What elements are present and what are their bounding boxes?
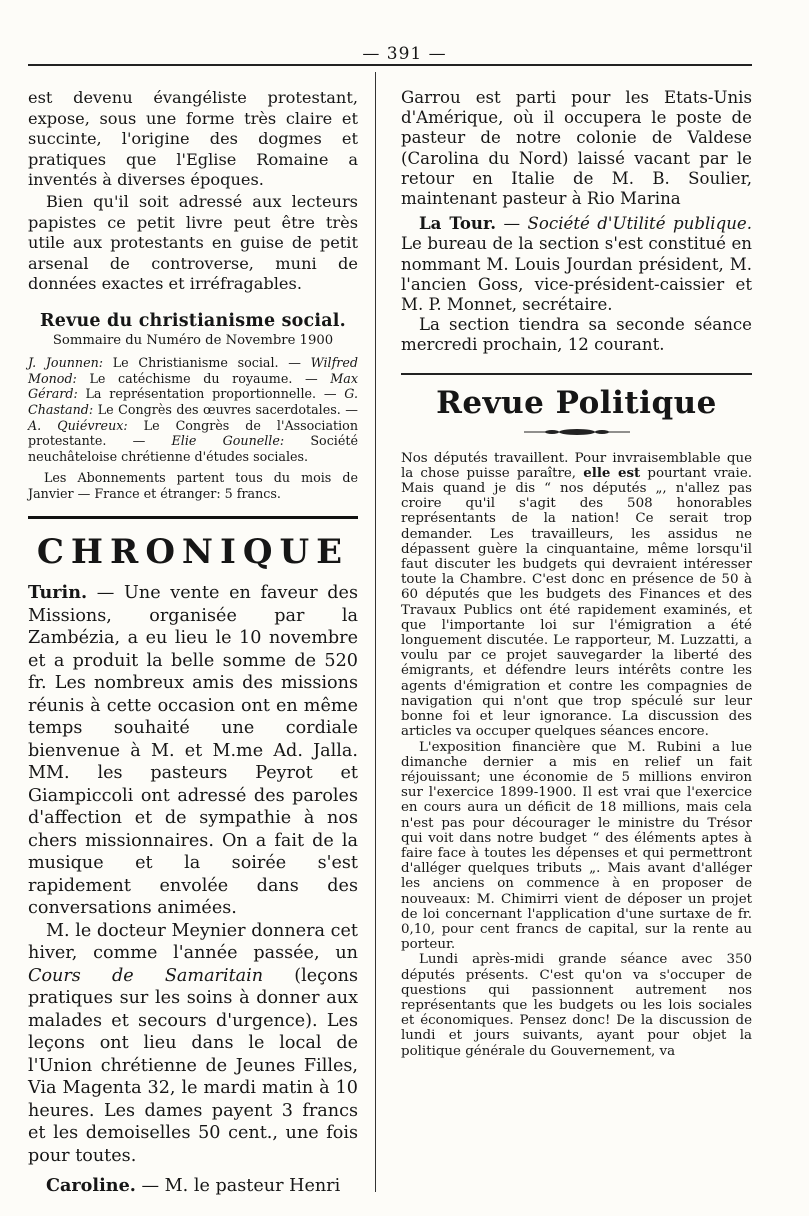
page-number: — 391 — [362,44,447,64]
sommaire-list [28,355,358,465]
article-title: Société neuchâteloise chrétienne d'études sociales. [28,433,358,465]
right-column [401,88,752,1059]
garrou-paragraph: Garrou est parti pour les Etats-Unis d'Amérique, où il occupera le poste de pasteur de notre colonie de Valdese (Carolina du Nord) laissé vacant par le retour en Italie de M. B. Soulier, maintenant pasteur à Rio Marina [401,88,752,209]
latour-society: Société d'Utilité publique. [527,214,752,234]
article-title: La représentation proportionnelle. — [77,386,345,402]
header-rule [28,64,752,66]
left-column [28,88,358,1198]
turin-lead: Turin. [28,582,88,604]
author: Wilfred Monod: [28,354,358,386]
latour-paragraph [401,213,752,315]
caroline-text: — M. le pasteur Henri [135,1176,341,1197]
revue-christianisme-title: Revue du christianisme social. [40,310,346,331]
chronique-heading: CHRONIQUE [36,532,350,573]
meynier-paragraph [28,920,358,1168]
latour-text: Le bureau de la section s'est constitué en nommant M. Louis Jourdan président, M. l'ancien Goss, vice-président-caissier et M. P. Monnet, secrétaire. [401,234,752,315]
article-title: Le Congrès de l'Association protestante. — [28,417,358,449]
author: Elie Gounelle: [171,433,285,449]
sommaire-title: Sommaire du Numéro de Novembre 1900 [52,332,334,348]
politique-text: pourtant vraie. Mais quand je dis “ nos députés „, n'allez pas croire qu'il s'agit des 508 honorables représentants de la nation! Ce serait trop demander. Les travailleurs, les assidus ne dépassent guère la cinquantaine, même lorsqu'il faut discuter les budgets qui devraient intéresser toute la Chambre. C'est donc en présence de 50 à 60 députés que les budgets des Finances et des Travaux Publics ont été rapidement examinés, et que l'importante loi sur l'émigration a été longuement discutée. Le rapporteur, M. Luzzatti, a voulu par ce projet sauvegarder la liberté des émigrants, et défendre leurs intérêts contre les agents d'émigration et contre les compagnies de navigation qui n'ont que trop spéculé sur leur bonne foi et leur ignorance. La discussion des articles va occuper quelques séances encore. [401,465,753,740]
abonnements-note: Les Abonnements partent tous du mois de Janvier — France et étranger: 5 francs. [28,469,358,501]
author: Max Gérard: [28,370,358,402]
author: G. Chastand: [28,386,358,418]
intro-paragraph: est devenu évangéliste protestant, expose, sous une forme très claire et succinte, l'origine des dogmes et pratiques que l'Eglise Romaine a inventés à diverses époques. [28,88,358,190]
section-rule [401,373,752,375]
author: J. Jounnen: [28,354,104,370]
latour-second-paragraph: La section tiendra sa seconde séance mercredi prochain, 12 courant. [401,315,752,355]
politique-emphasis: elle est [583,464,641,481]
article-title: Le Christianisme social. — [103,354,311,370]
meynier-text: (leçons pratiques sur les soins à donner aux malades et secours d'urgence). Les leçons ont lieu dans le local de l'Union chrétienne de Jeunes Filles, Via Magenta 32, le mardi matin à 10 heures. Les dames payent 3 francs et les demoiselles 50 cent., une fois pour toutes. [28,965,358,1166]
article-title: Le Congrès des œuvres sacerdotales. — [93,402,358,418]
ornament-divider [522,427,632,437]
latour-dash: — [495,214,528,234]
turin-paragraph [28,582,358,920]
author: A. Quiévreux: [28,417,128,433]
intro-paragraph: Bien qu'il soit adressé aux lecteurs papistes ce petit livre peut être très utile aux protestants en guise de petit arsenal de controverse, muni de données exactes et irréfragables. [28,191,358,294]
turin-text: — Une vente en faveur des Missions, organisée par la Zambézia, a eu lieu le 10 novembre et a produit la belle somme de 520 fr. Les nombreux amis des missions réunis à cette occasion ont en même temps souhaité une cordiale bienvenue à M. et M.me Ad. Jalla. MM. les pasteurs Peyrot et Giampiccoli ont adressé des paroles d'affection et de sympathie à nos chers missionnaires. On a fait de la musique et la soirée s'est rapidement envolée dans des conversations animées. [28,583,358,919]
cours-title: Cours de Samaritain [28,965,264,986]
caroline-paragraph [28,1175,358,1198]
latour-lead: La Tour. [419,213,496,234]
revue-politique-title: Revue Politique [436,384,717,421]
caroline-lead: Caroline. [46,1175,136,1197]
politique-paragraph-2: L'exposition financière que M. Rubini a lue dimanche dernier a mis en relief un fait réjouissant; une économie de 5 millions environ sur l'exercice 1899-1900. Il est vrai que l'exercice en cours aura un déficit de 18 millions, mais cela n'est pas pour décourager le ministre du Trésor qui voit dans notre budget “ des éléments aptes à faire face à toutes les dépenses et qui permettront d'alléger quelques tributs „. Mais avant d'alléger les anciens on commence à en proposer de nouveaux: M. Chimirri vient de déposer un projet de loi concernant l'application d'une surtaxe de fr. 0,10, pour cent francs de capital, sur la rente au porteur. [401,739,752,953]
politique-paragraph-1 [401,451,752,740]
article-title: Le catéchisme du royaume. — [76,370,331,386]
column-divider [375,72,376,1192]
section-rule [28,516,358,519]
politique-paragraph-3: Lundi après-midi grande séance avec 350 députés présents. C'est qu'on va s'occuper de questions qui passionnent autrement nos représentants que les budgets ou les lois sociales et économiques. Pensez donc! De la discussion de lundi et jours suivants, ayant pour objet la politique générale du Gouvernement, va [401,952,752,1059]
meynier-text: M. le docteur Meynier donnera cet hiver, comme l'année passée, un [28,920,358,964]
politique-text: Nos députés travaillent. Pour invraisemblable que la chose puisse paraître, [401,450,752,481]
